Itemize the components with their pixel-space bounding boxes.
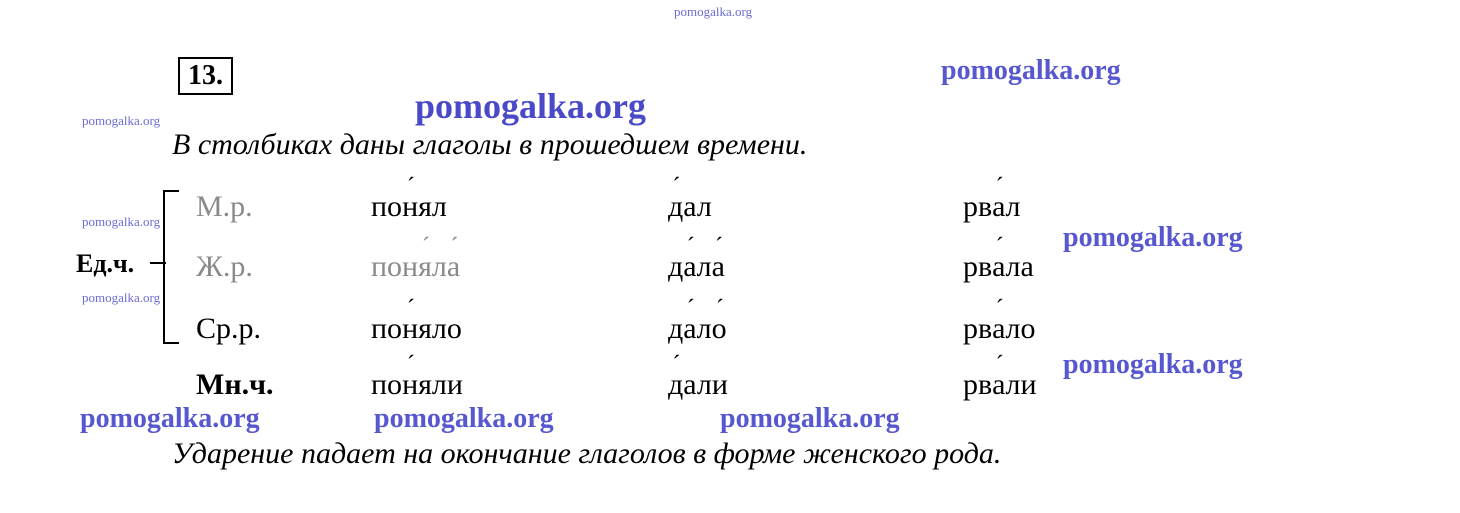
watermark-bottom-3: pomogalka.org (720, 403, 900, 434)
watermark-bottom-2: pomogalka.org (374, 403, 554, 434)
singular-bracket-dash (150, 262, 166, 264)
singular-bracket (163, 190, 179, 344)
watermark-left-2: pomogalka.org (82, 214, 161, 229)
verb-cell-c1-neuter: пон ´яло (371, 312, 462, 346)
verb-cell-c2-plural: д ´али (668, 368, 728, 402)
verb-cell-c2-masculine: д ´ал (668, 190, 712, 224)
verb-cell-c3-neuter: рва ´ло (963, 312, 1035, 346)
watermark-bottom-1: pomogalka.org (80, 403, 260, 434)
watermark-top-center: pomogalka.org (674, 4, 753, 19)
verb-cell-c2-neuter: да ´ло ´ (668, 312, 727, 346)
tail-sentence: Ударение падает на окончание глаголов в форме женского рода. (172, 437, 1002, 470)
row-label-neuter: Ср.р. (196, 312, 262, 345)
watermark-left-1: pomogalka.org (82, 113, 161, 128)
watermark-top-right: pomogalka.org (941, 55, 1121, 86)
verb-cell-c1-masculine: пон ´ял (371, 190, 447, 224)
group-label-singular: Ед.ч. (76, 249, 135, 278)
verb-cell-c3-masculine: рва ´л (963, 190, 1020, 224)
lead-sentence: В столбиках даны глаголы в прошедшем времени. (172, 128, 808, 161)
watermark-right-1: pomogalka.org (1063, 222, 1243, 253)
exercise-number: 13. (178, 57, 233, 95)
verb-cell-c2-feminine: да ´ла ´ (668, 250, 725, 284)
verb-cell-c1-plural: пон ´яли (371, 368, 463, 402)
verb-cell-c1-feminine: поня ´ла ´ (371, 250, 460, 284)
watermark-left-3: pomogalka.org (82, 290, 161, 305)
group-label-plural: Мн.ч. (196, 368, 274, 401)
row-label-feminine: Ж.р. (196, 250, 253, 283)
row-label-masculine: М.р. (196, 190, 253, 223)
verb-cell-c3-feminine: рва ´ла (963, 250, 1034, 284)
verb-cell-c3-plural: рва ´ли (963, 368, 1037, 402)
watermark-right-2: pomogalka.org (1063, 349, 1243, 380)
watermark-center-big: pomogalka.org (415, 86, 647, 126)
